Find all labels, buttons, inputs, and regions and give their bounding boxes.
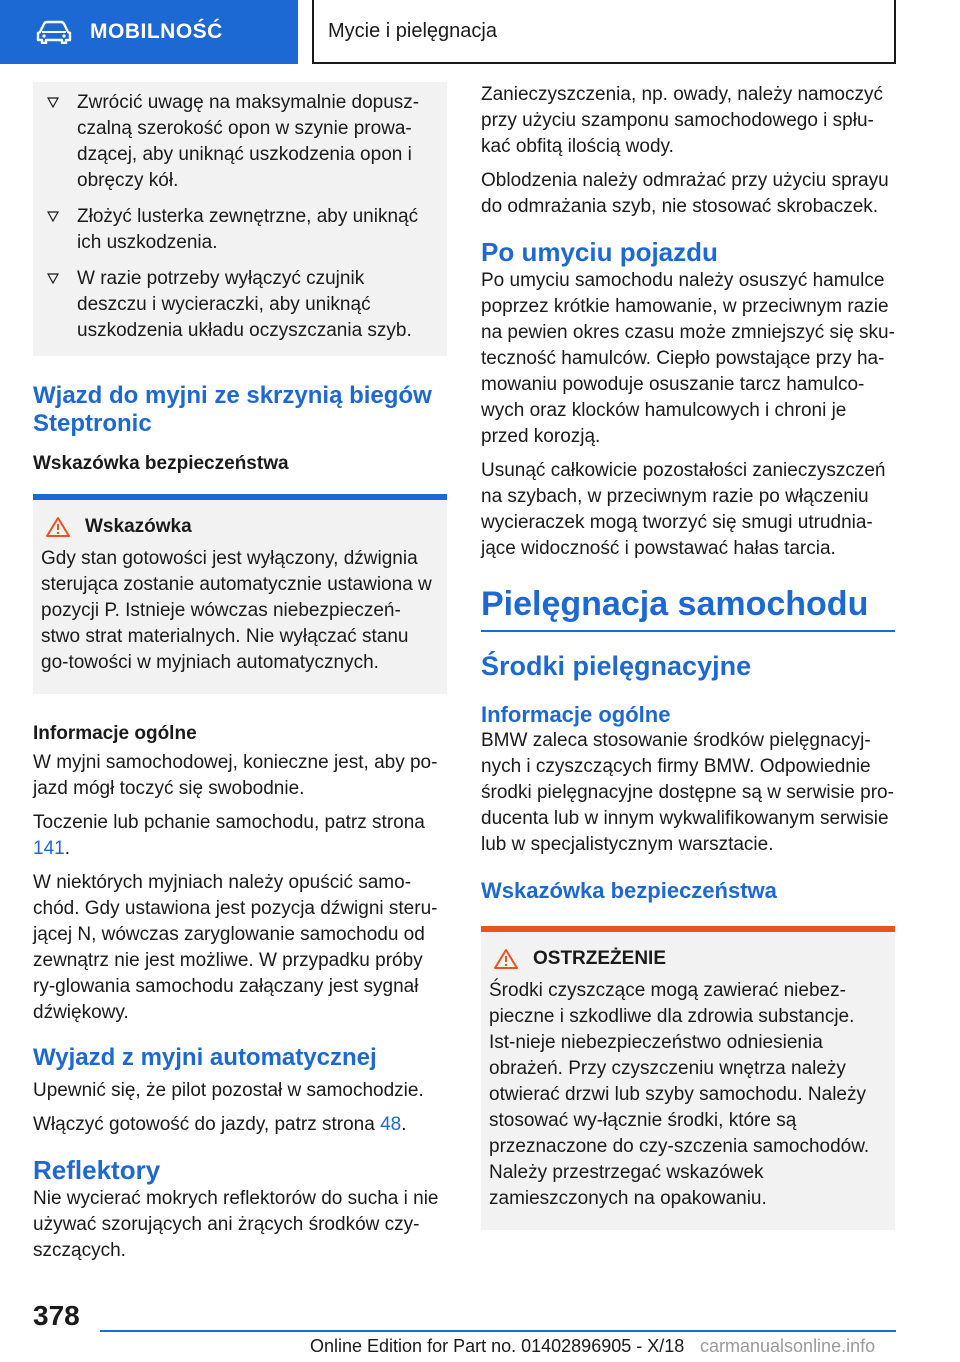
list-item [47,266,433,344]
left-column [33,82,447,1272]
heading-steptronic: Wjazd do myjni ze skrzynią biegów Steptronic [33,382,432,437]
list-item [47,90,433,194]
warning-triangle-icon [45,516,71,538]
list-item-text: Zwrócić uwagę na maksymalnie dopusz-czalną szerokość opon w szynie prowa-dzącej, aby uniknąć uszkodzenia opon i obręczy kół. [77,92,420,191]
section-title: MOBILNOŚĆ [90,20,223,43]
paragraph: Zanieczyszczenia, np. owady, należy namoczyć przy użyciu szamponu samochodowego i spłu-kać obfitą ilością wody. [481,84,883,157]
paragraph: Upewnić się, że pilot pozostał w samochodzie. [33,1080,424,1101]
paragraph: W niektórych myjniach należy opuścić samo-chód. Gdy ustawiona jest pozycja dźwigni steru-jącej N, wówczas zaryglowanie samochodu od zewnątrz nie jest możliwe. W przypadku próby ry-glowania samochodu załączany jest sygnał dźwiękowy. [33,872,438,1023]
paragraph: Oblodzenia należy odmrażać przy użyciu sprayu do odmrażania szyb, nie stosować skrobaczek. [481,170,889,217]
warning-title: OSTRZEŻENIE [533,948,667,969]
warning-box [481,926,895,1230]
paragraph: Włączyć gotowość do jazdy, patrz strona 48. [33,1114,407,1135]
notice-text: Gdy stan gotowości jest wyłączony, dźwignia sterująca zostanie automatycznie ustawiona w pozycji P. Istnieje wówczas niebezpieczeń-stwo strat materialnych. Nie wyłączać stanu go-towości w myjniach automatycznych. [41,548,432,673]
heading-safety: Wskazówka bezpieczeństwa [481,878,777,903]
warning-text: Środki czyszczące mogą zawierać niebez-pieczne i szkodliwe dla zdrowia substancje. Ist-nieje niebezpieczeństwo odniesienia obrażeń. Przy czyszczeniu wnętrza należy otwierać drzwi lub szyby samochodu. Należy stosować wy-łącznie środki, które są przeznaczone do czy-szczenia samochodów. Należy przestrzegać wskazówek zamieszczonych na opakowaniu. [489,980,870,1209]
paragraph: Usunąć całkowicie pozostałości zanieczyszczeń na szybach, w przeciwnym razie po włączeniu wycieraczek mogą tworzyć się smugi utrudnia-jące widoczność i powstawać hałas tarcia. [481,460,886,559]
notice-header [41,516,437,538]
paragraph: Po umyciu samochodu należy osuszyć hamulce poprzez krótkie hamowanie, w przeciwnym razie na pewien okres czasu może zmniejszyć się sku-teczność hamulców. Ciepło powstające przy ha-mowaniu powoduje osuszanie tarcz hamulco-wych oraz klocków hamulcowych i chroni je przed korozją. [481,270,895,447]
triangle-bullet-icon [47,211,59,222]
paragraph: W myjni samochodowej, konieczne jest, aby po-jazd mógł toczyć się swobodnie. [33,752,438,799]
footer-rule [100,1330,896,1332]
warning-header [489,948,885,970]
list-item-text: W razie potrzeby wyłączyć czujnik deszczu i wycieraczki, aby uniknąć uszkodzenia układu oczyszczania szyb. [77,268,412,341]
paragraph: BMW zaleca stosowanie środków pielęgnacyj-nych i czyszczących firmy BMW. Odpowiednie środki pielęgnacyjne dostępne są w serwisie pro-ducenta lub w innym wykwalifikowanym serwisie lub w specjalistycznym warsztacie. [481,730,894,855]
chapter-header [312,0,896,64]
car-icon [36,20,72,44]
page-link-48[interactable]: 48 [380,1114,402,1135]
triangle-bullet-icon [47,273,59,284]
notice-box [33,494,447,694]
heading-headlights: Reflektory [33,1155,161,1185]
warning-triangle-icon [493,948,519,970]
notice-title: Wskazówka [85,516,192,537]
section-tab [0,0,298,64]
paragraph: Toczenie lub pchanie samochodu, patrz strona 141. [33,812,425,859]
footer-watermark: carmanualsonline.info [700,1336,876,1356]
heading-vehicle-care: Pielęgnacja samochodu [481,584,895,632]
heading-exit-carwash: Wyjazd z myjni automatycznej [33,1044,377,1071]
heading-care-products: Środki pielęgnacyjne [481,651,752,681]
general-label: Informacje ogólne [33,723,197,744]
heading-general-info: Informacje ogólne [481,702,671,727]
page-number: 378 [33,1300,80,1331]
right-column [481,82,895,1230]
paragraph: Nie wycierać mokrych reflektorów do sucha i nie używać szorujących ani żrących środków czy-szczących. [33,1188,439,1261]
page-link-141[interactable]: 141 [33,838,65,859]
safety-label: Wskazówka bezpieczeństwa [33,453,289,474]
heading-after-wash: Po umyciu pojazdu [481,237,718,267]
instruction-list [33,82,447,356]
chapter-title: Mycie i pielęgnacja [328,19,497,42]
triangle-bullet-icon [47,97,59,108]
list-item [47,204,433,256]
list-item-text: Złożyć lusterka zewnętrzne, aby uniknąć ich uszkodzenia. [77,206,419,253]
footer-edition: Online Edition for Part no. 01402896905 - X/18 [310,1336,685,1356]
